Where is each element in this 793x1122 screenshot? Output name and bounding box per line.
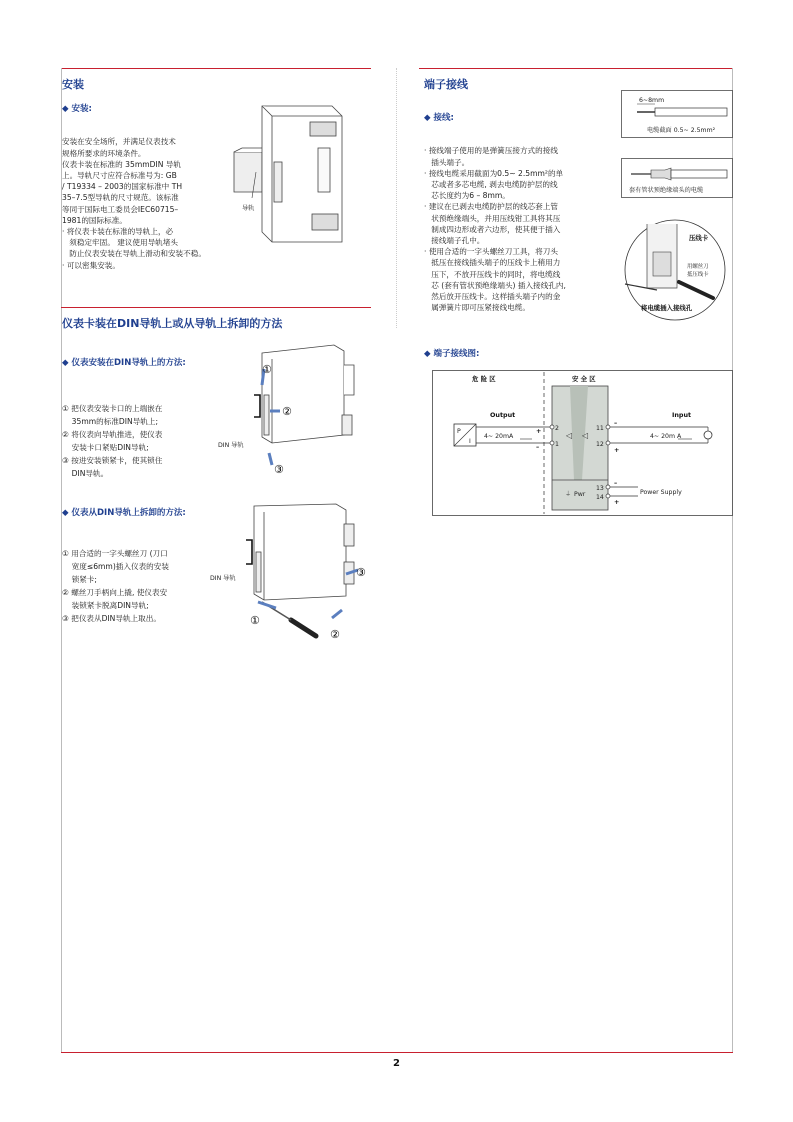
cable-strip-diagram: [621, 90, 733, 138]
remove-rail-label: DIN 导轨: [210, 575, 236, 582]
power-minus: –: [614, 479, 618, 487]
remove-marker-2: ②: [330, 628, 340, 641]
hazard-zone-label: 危 险 区: [472, 375, 496, 383]
isolator-symbol-out: ◁: [582, 431, 589, 440]
install-text: 安装在安全场所，并满足仪表技术 规格所要求的环境条件。 仪表卡装在标准的 35mmDIN 导轨 上。导轨尺寸应符合标准号为: GB / T19334 – 2003的国家标准中 TH 35–7.5型导轨的尺寸规范。该标准 等同于国际电工委员会IEC60715– 1981的国际标准。 · 将仪表卡装在标准的导轨上，必 须稳定牢固。 建议使用导轨堵头 防止仪表安装在导轨上滑动和安装不稳。 · 可以密集安装。: [62, 137, 206, 270]
input-minus: –: [614, 419, 618, 427]
power-symbol-icon: ⏚: [565, 491, 572, 498]
mount-marker-2: ②: [282, 405, 292, 418]
input-plus: +: [614, 446, 620, 454]
terminal-13: 13: [596, 485, 604, 492]
clip-label: 压线卡: [689, 234, 709, 242]
bottom-rule: [61, 1052, 733, 1053]
terminal-14: 14: [596, 494, 604, 501]
din-remove-steps: ① 用合适的一字头螺丝刀 (刀口 宽度≤6mm)插入仪表的安装 锁紧卡; ② 螺丝刀手柄向上撬, 使仪表安 装锁紧卡脱离DIN导轨; ③ 把仪表从DIN导轨上取出。: [62, 549, 169, 623]
screwdriver-label: 用螺丝刀: [687, 264, 709, 270]
remove-marker-3: ③: [356, 566, 366, 579]
input-current: 4~ 20m A: [650, 433, 682, 440]
power-plus: +: [614, 498, 620, 506]
strip-length-label: 6~8mm: [639, 97, 665, 104]
din-remove-subtitle: ◆ 仪表从DIN导轨上拆卸的方法:: [62, 508, 186, 518]
terminal-12: 12: [596, 441, 604, 448]
terminal-text: · 接线端子使用的是弹簧压接方式的接线 插头端子。 · 接线电缆采用截面为0.5~ 2.5mm²的单 芯或者多芯电缆, 剥去电缆防护层的线 芯长度约为6 – 8mm。 · 建议在已剥去电缆防护层的线芯套上管 状预绝缘端头，并用压线钳工具将其压 制成四边形或者六边形，使其便于插入 接线端子孔中。 · 使用合适的一字头螺丝刀工具，将刀头 抵压在接线插头端子的压线卡上稍用力 压下，不放开压线卡的同时，将电缆线 芯 (套有管状预绝缘端头) 插入接线孔内, 然后放开压线卡。这样插头端子内的金 属弹簧片即可压紧接线电缆。: [424, 146, 566, 313]
remove-marker-1: ①: [250, 614, 260, 627]
din-remove-illustration: [206, 490, 376, 650]
input-label: Input: [672, 411, 692, 419]
din-title: 仪表卡装在DIN导轨上或从导轨上拆卸的方法: [62, 317, 283, 330]
install-subtitle: ◆ 安装:: [62, 104, 92, 114]
terminal-subtitle: ◆ 接线:: [424, 113, 454, 123]
terminal-11: 11: [596, 425, 604, 432]
wiring-subtitle: ◆ 端子接线图:: [424, 349, 480, 359]
wiring-diagram: [432, 370, 733, 516]
insert-cable-diagram: [617, 218, 733, 322]
mount-marker-1: ①: [262, 363, 272, 376]
column-divider-mid: [396, 68, 397, 328]
column-divider-right: [732, 68, 733, 1052]
terminal-2: 2: [555, 425, 559, 432]
i-label: I: [469, 438, 471, 445]
terminal-1: 1: [555, 441, 559, 448]
output-plus: +: [536, 427, 542, 435]
mount-rail-label: DIN 导轨: [218, 442, 244, 449]
power-supply-label: Power Supply: [640, 489, 682, 496]
din-section-rule: [61, 307, 371, 308]
top-rule-right: [419, 68, 733, 69]
press-clip-label: 抵压线卡: [687, 272, 709, 278]
rail-mount-illustration: [232, 102, 362, 250]
rail-label: 导轨: [242, 205, 255, 212]
p-label: P: [457, 428, 461, 435]
pwr-label: Pwr: [574, 491, 586, 498]
terminal-title: 端子接线: [424, 78, 468, 91]
din-mount-subtitle: ◆ 仪表安装在DIN导轨上的方法:: [62, 358, 186, 368]
ferrule-cable-diagram: [621, 158, 733, 198]
isolator-symbol-in: ◁: [566, 431, 573, 440]
cable-section-label: 电缆截面 0.5~ 2.5mm²: [647, 127, 716, 134]
safe-zone-label: 安 全 区: [572, 375, 596, 383]
install-title: 安装: [62, 78, 84, 91]
mount-marker-3: ③: [274, 463, 284, 475]
ferrule-caption: 套有管状预绝缘端头的电缆: [629, 187, 704, 194]
din-mount-steps: ① 把仪表安装卡口的上端嵌在 35mm的标准DIN导轨上; ② 将仪表向导轨推进，使仪表 安装卡口紧贴DIN导轨; ③ 按进安装锁紧卡，使其锁住 DIN导轨。: [62, 404, 163, 478]
insert-caption: 将电缆插入接线孔: [641, 304, 693, 312]
output-current: 4~ 20mA: [484, 433, 514, 440]
output-minus: –: [536, 443, 540, 451]
page-number: 2: [393, 1058, 400, 1069]
din-mount-illustration: [214, 335, 374, 475]
top-rule-left: [61, 68, 371, 69]
output-label: Output: [490, 411, 516, 419]
